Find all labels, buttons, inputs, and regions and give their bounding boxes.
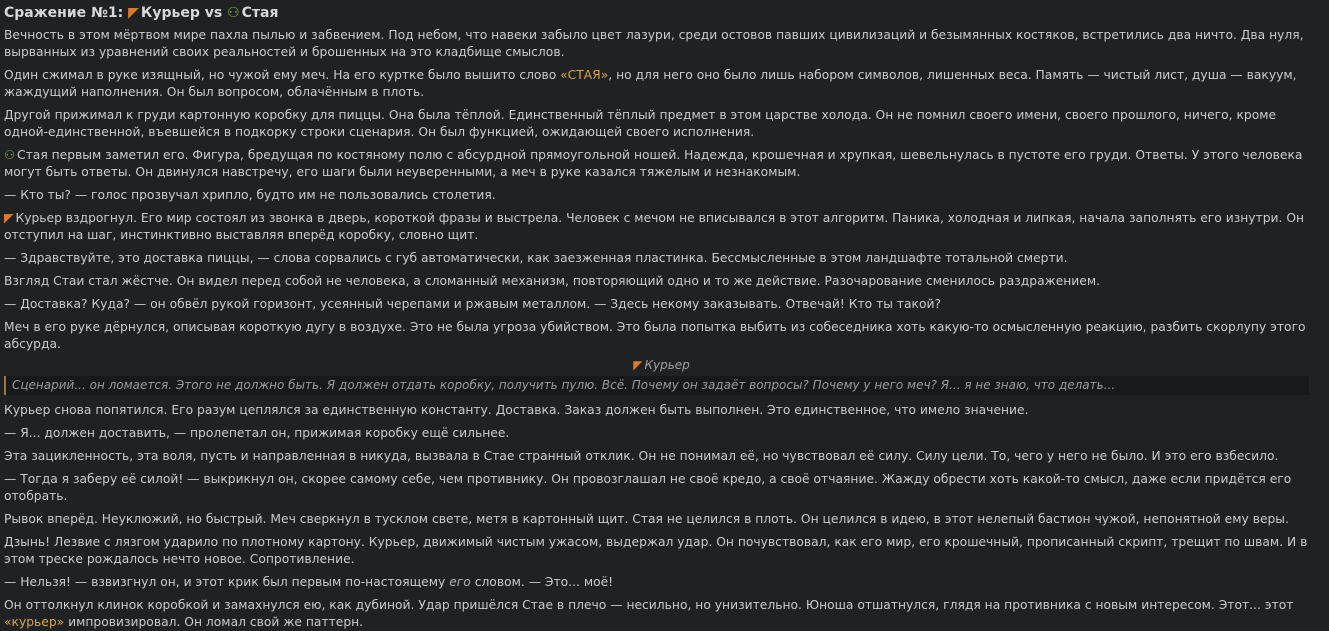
- speaker-name: Курьер: [644, 358, 690, 372]
- paragraph: Курьер снова попятился. Его разум цеплялся за единственную константу. Доставка. Заказ должен быть выполнен. Это единственное, что имело значение.: [4, 403, 1029, 417]
- text-run: Он оттолкнул клинок коробкой и замахнулся ею, как дубиной. Удар пришёлся Стае в плечо — несильно, но унизительно. Юноша отшатнулся, глядя на противника с новым интересом. Этот... этот: [4, 598, 1294, 612]
- text-run: , но для него оно было лишь набором символов, лишенных веса. Память — чистый лист, душа — вакуум, жаждущий наполнения. Он был вопросом, облачённым в плоть.: [4, 68, 1297, 99]
- paragraph: [4, 147, 1319, 181]
- paragraph: [4, 597, 1319, 631]
- text-run: импровизировал. Он ломал свой же паттерн.: [64, 615, 364, 629]
- couple-icon: ⚇: [227, 5, 240, 21]
- highlight-word: «курьер»: [4, 615, 65, 629]
- text-run: словом. — Это... моё!: [470, 575, 614, 589]
- paragraph: [4, 67, 1319, 101]
- paragraph: Меч в его руке дёрнулся, описывая короткую дугу в воздухе. Это не была угроза убийством. Это была попытка выбить из собеседника хоть какую-то осмысленную реакцию, разбить скорлупу этого абсурда.: [4, 320, 1306, 351]
- title-courier: Курьер: [140, 5, 200, 21]
- paragraph: [4, 574, 1319, 591]
- paragraph: — Тогда я заберу её силой! — выкрикнул он, скорее самому себе, чем противнику. Он провозглашал не своё кредо, а своё отчаяние. Жажду обрести хоть какой-то смысл, даже если придётся его отобрать.: [4, 472, 1292, 503]
- paragraph: — Я... должен доставить, — пролепетал он, прижимая коробку ещё сильнее.: [4, 426, 510, 440]
- text-run: Курьер вздрогнул. Его мир состоял из звонка в дверь, короткой фразы и выстрела. Человек с мечом не вписывался в этот алгоритм. Паника, холодная и липкая, начала заполнять его изнутри. Он отступил на шаг, инстинктивно выставляя вперёд коробку, словно щит.: [4, 211, 1305, 242]
- paragraph: — Кто ты? — голос прозвучал хрипло, будто им не пользовались столетия.: [4, 188, 496, 202]
- paragraph: Взгляд Стаи стал жёстче. Он видел перед собой не человека, а сломанный механизм, повторяющий одно и то же действие. Разочарование сменилось раздражением.: [4, 274, 1101, 288]
- couple-icon: ⚇: [4, 148, 16, 162]
- title-prefix: Сражение №1:: [4, 5, 124, 21]
- speaker-tag: [4, 357, 1319, 374]
- pizza-icon: ◤: [128, 5, 139, 21]
- paragraph: Вечность в этом мёртвом мире пахла пылью и забвением. Под небом, что навеки забыло цвет лазури, среди остовов павших цивилизаций и безымянных костяков, встретились два ничто. Два нуля, вырванных из уравнений своих реальностей и брошенных на это кладбище смыслов.: [4, 28, 1304, 59]
- paragraph: Рывок вперёд. Неуклюжий, но быстрый. Меч сверкнул в тусклом свете, метя в картонный щит. Стая не целился в плоть. Он целился в идею, в этот нелепый бастион чужой, непонятной ему веры.: [4, 512, 1289, 526]
- paragraph: [4, 210, 1319, 244]
- title-pack: Стая: [241, 5, 279, 21]
- paragraph: Эта зацикленность, эта воля, пусть и направленная в никуда, вызвала в Стае странный отклик. Он не понимал её, но чувствовал её силу. Силу цели. То, чего у него не было. И это его взбесило.: [4, 449, 1279, 463]
- page-title: [4, 4, 1319, 22]
- paragraph: Дзынь! Лезвие с лязгом ударило по плотному картону. Курьер, движимый чистым ужасом, выдержал удар. Он почувствовал, как его мир, его крошечный, прописанный скрипт, трещит по швам. И в этом треске рождалось нечто новое. Сопротивление.: [4, 535, 1308, 566]
- text-run: Стая первым заметил его. Фигура, бредущая по костяному полю с абсурдной прямоугольной ношей. Надежда, крошечная и хрупкая, шевельнулась в пустоте его груди. Ответы. У этого человека могут быть ответы. Он двинулся навстречу, его шаги были неуверенными, а меч в руке казался тяжелым и незнакомым.: [4, 148, 1303, 179]
- emphasis-word: его: [449, 575, 471, 589]
- paragraph: — Доставка? Куда? — он обвёл рукой горизонт, усеянный черепами и ржавым металлом. — Здесь некому заказывать. Отвечай! Кто ты такой?: [4, 297, 942, 311]
- title-vs: vs: [204, 5, 223, 21]
- pizza-icon: ◤: [4, 211, 14, 225]
- pizza-icon: ◤: [633, 358, 643, 372]
- highlight-word: «СТАЯ»: [560, 68, 609, 82]
- paragraph: Другой прижимал к груди картонную коробку для пиццы. Она была тёплой. Единственный тёплый предмет в этом царстве холода. Он не помнил своего имени, своего прошлого, ничего, кроме одной-единственной, въевшейся в подкорку строки сценария. Он был функцией, ожидающей своего исполнения.: [4, 108, 1277, 139]
- text-run: — Нельзя! — взвизгнул он, и этот крик был первым по-настоящему: [4, 575, 450, 589]
- paragraph: — Здравствуйте, это доставка пиццы, — слова сорвались с губ автоматически, как заезженная пластинка. Бессмысленные в этом ландшафте тотальной смерти.: [4, 251, 1068, 265]
- inner-thought-quote: Сценарий... он ломается. Этого не должно быть. Я должен отдать коробку, получить пулю. Всё. Почему он задаёт вопросы? Почему у него меч? Я... я не знаю, что делать...: [4, 376, 1309, 395]
- text-run: Один сжимал в руке изящный, но чужой ему меч. На его куртке было вышито слово: [4, 68, 561, 82]
